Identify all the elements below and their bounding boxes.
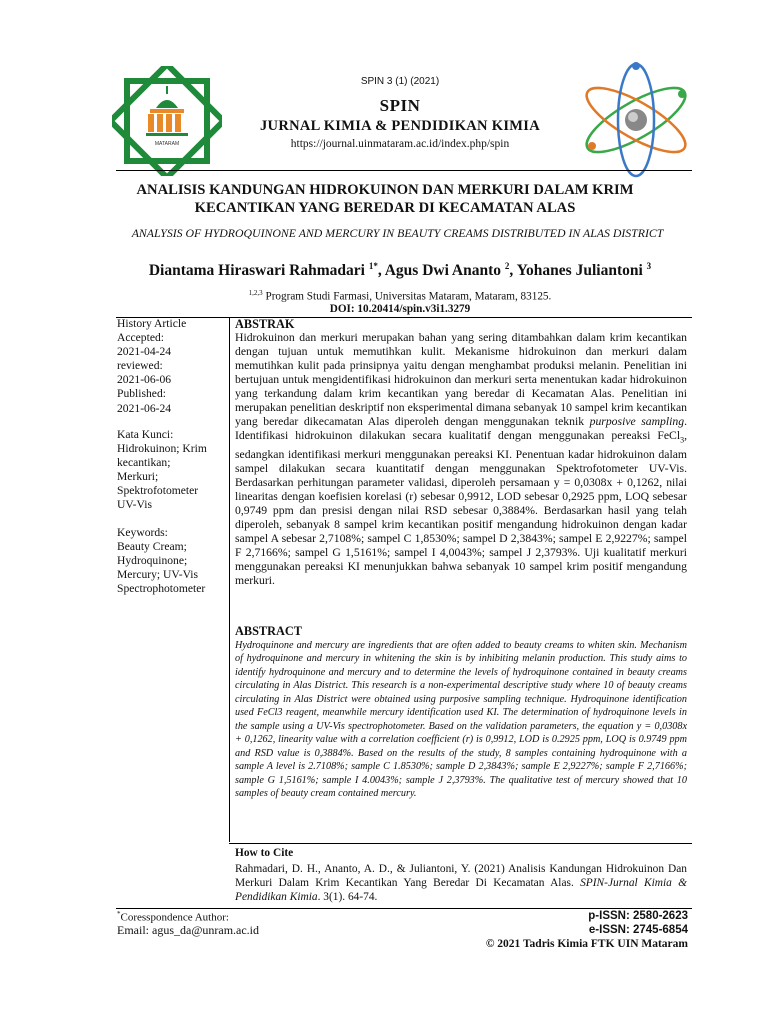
author-sup: 1* — [368, 261, 378, 271]
abstract-heading: ABSTRACT — [235, 624, 302, 638]
correspondence-label — [117, 910, 229, 924]
column-divider — [229, 317, 230, 842]
cite-end: . 3(1). 64-74. — [317, 891, 378, 903]
e-issn: e-ISSN: 2745-6854 — [588, 924, 688, 936]
keywords-line: Spectrophotometer — [117, 582, 206, 596]
abstrak-heading: ABSTRAK — [235, 317, 295, 331]
history-line: 2021-04-24 — [117, 345, 172, 359]
journal-short-name: SPIN — [379, 96, 421, 115]
doi[interactable]: DOI: 10.20414/spin.v3i1.3279 — [329, 303, 471, 315]
journal-url[interactable]: https://journal.uinmataram.ac.id/index.php/spin — [290, 138, 510, 150]
abstrak-text — [235, 331, 687, 588]
cite-body: Rahmadari, D. H., Ananto, A. D., & Juliantoni, Y. (2021) Analisis Kandungan Hidrokuinon Dan Merkuri Dalam Krim Kecantikan Yang Beredar Di Kecamatan Alas. — [235, 863, 687, 889]
kata-kunci-line: Hidrokuinon; Krim — [117, 442, 207, 456]
history-line: History Article — [117, 317, 187, 330]
how-to-cite-text — [235, 862, 687, 904]
abstract-text: Hydroquinone and mercury are ingredients that are often added to beauty creams to whiten skin. Mechanism of hydroquinone and mercury in whitening the skin is by inhibiting melanin production. This study aims to identify hydroquinone and mercury and to determine the levels of hydroquinone contained in beauty creams circulating in Alas District. This research is a non-experimental descriptive study where 10 of beauty creams circulating in Alas District were obtained using purposive sampling technique. Hydroquinone identification used FeCl3 reagent, meanwhile mercury identification used KI. The determination of hydroquinone levels in the sample using a UV-Vis spectrophotometer. Based on the validation parameters, the equation y = 0,0308x + 0,1262, linearity value with a correlation coefficient (r) is 0,9912, LOD is 0.2925 ppm, LOQ is 0.9749 ppm and RSD value is 0,3884%. Based on the results of the study, 8 samples containing hydroquinone with a sample A level is 2.7108%; sample C 1.8530%; sample D 2,3843%; sample E 2,9227%; sample F 2,7166%; sample G 1,5161%; sample I 4.0043%; sample J 2,3793%. The qualitative test of mercury showed that 10 samples of beauty cream contained mercury. — [235, 640, 687, 799]
abstrak-sub: 3 — [680, 435, 685, 445]
footer-divider — [116, 908, 692, 909]
keywords-line: Keywords: — [117, 526, 168, 539]
logo-text: MATARAM — [154, 141, 180, 147]
cite-divider — [229, 843, 692, 844]
history-article — [117, 317, 227, 416]
affiliation — [150, 289, 650, 303]
copyright: © 2021 Tadris Kimia FTK UIN Mataram — [485, 938, 688, 950]
uin-mataram-logo — [112, 66, 222, 176]
corr-sup: * — [117, 910, 121, 918]
kata-kunci-line: UV-Vis — [117, 498, 152, 512]
keywords-line: Beauty Cream; — [117, 540, 187, 554]
abstrak-body: Hidrokuinon dan merkuri merupakan bahan yang sering ditambahkan dalam krim kecantikan dengan tujuan untuk memutihkan kulit. Mekanisme hidrokuinon dan merkuri dalam memutihkan kulit pada prinsipnya yaitu dengan menghambat produksi melanin. Penelitian ini bertujuan untuk mengidentifikasi hidrokuinon dan merkuri serta menentukan kadar hidrokuinon yang terkandung dalam krim kecantikan yang beredar di Kecamatan Alas. Penelitian ini merupakan penelitian deskriptif non eksperimental dimana sebanyak 10 sampel krim kecantikan yang beredar dikecamatan Alas diperoleh dengan menggunakan teknik — [235, 331, 687, 429]
kata-kunci-line: Kata Kunci: — [117, 428, 174, 441]
abstrak-body-3: , sedangkan identifikasi merkuri menggunakan pereaksi KI. Penentuan kadar hidrokuinon dalam sampel dilakukan secara kuantitatif dengan menggunakan Spektrofotometer UV-Vis. Berdasarkan perhitungan parameter validasi, diperoleh persamaan y = 0,0308x + 0,1262, nilai linearitas dengan koefisien korelasi (r) sebesar 0,9912, LOD sebesar 0,2925 ppm, LOQ sebesar 0,9749 ppm dan presisi dengan nilai RSD sebesar 0,3884%. Berdasarkan hasil yang telah diperoleh, sebanyak 8 sampel krim kecantikan positif mengandung hidrokuinon dengan kadar sampel A sebesar 2,7108%; sampel C 1,8530%; sampel D 2,3843%; sampel E 2,9227%; sampel F 2,7166%; sampel G 1,5161%; sampel I 4,0043%; sampel J 2,3793%. Uji kualitatif merkuri menggunakan pereaksi KI menunjukkan bahwa sebanyak 10 sampel krim positif mengandung merkuri. — [235, 429, 687, 588]
author-sup: 3 — [646, 261, 652, 271]
article-title-english: ANALYSIS OF HYDROQUINONE AND MERCURY IN BEAUTY CREAMS DISTRIBUTED IN ALAS DISTRICT — [131, 226, 664, 240]
kata-kunci-line: Merkuri; — [117, 470, 159, 484]
affiliation-text: Program Studi Farmasi, Universitas Mataram, Mataram, 83125. — [262, 290, 552, 303]
history-line: 2021-06-24 — [117, 401, 172, 415]
kata-kunci-line: Spektrofotometer — [117, 484, 199, 498]
history-line: Published: — [117, 387, 166, 401]
keywords-line: Mercury; UV-Vis — [117, 568, 198, 582]
header-divider — [116, 170, 692, 171]
author-sup: 2 — [504, 261, 510, 271]
journal-issue: SPIN 3 (1) (2021) — [360, 76, 440, 87]
author-name: , Yohanes Juliantoni — [509, 262, 647, 280]
history-line: Accepted: — [117, 331, 164, 345]
affiliation-sup: 1,2,3 — [248, 289, 263, 297]
keywords — [117, 526, 227, 596]
corr-text: Coresspondence Author: — [120, 911, 229, 924]
how-to-cite-heading: How to Cite — [235, 847, 294, 859]
kata-kunci — [117, 428, 227, 513]
journal-full-name: JURNAL KIMIA & PENDIDIKAN KIMIA — [260, 118, 540, 134]
correspondence-email[interactable]: Email: agus_da@unram.ac.id — [117, 923, 260, 937]
history-line: 2021-06-06 — [117, 373, 172, 387]
author-name: Diantama Hiraswari Rahmadari — [148, 262, 369, 280]
author-name: , Agus Dwi Ananto — [377, 262, 505, 280]
author-list — [100, 261, 700, 280]
article-title: ANALISIS KANDUNGAN HIDROKUINON DAN MERKURI DALAM KRIM KECANTIKAN YANG BEREDAR DI KECAMATAN ALAS — [136, 182, 634, 216]
keywords-line: Hydroquinone; — [117, 554, 188, 568]
cite-journal: SPIN-Jurnal Kimia & Pendidikan Kimia — [235, 877, 687, 903]
history-line: reviewed: — [117, 359, 163, 373]
abstrak-body-2: . Identifikasi hidrokuinon dilakukan secara kualitatif dengan menggunakan pereaksi FeCl — [235, 415, 688, 443]
kata-kunci-line: kecantikan; — [117, 456, 171, 470]
atom-logo — [572, 60, 700, 180]
p-issn: p-ISSN: 2580-2623 — [588, 910, 688, 922]
abstrak-italic: purposive sampling — [589, 415, 685, 429]
